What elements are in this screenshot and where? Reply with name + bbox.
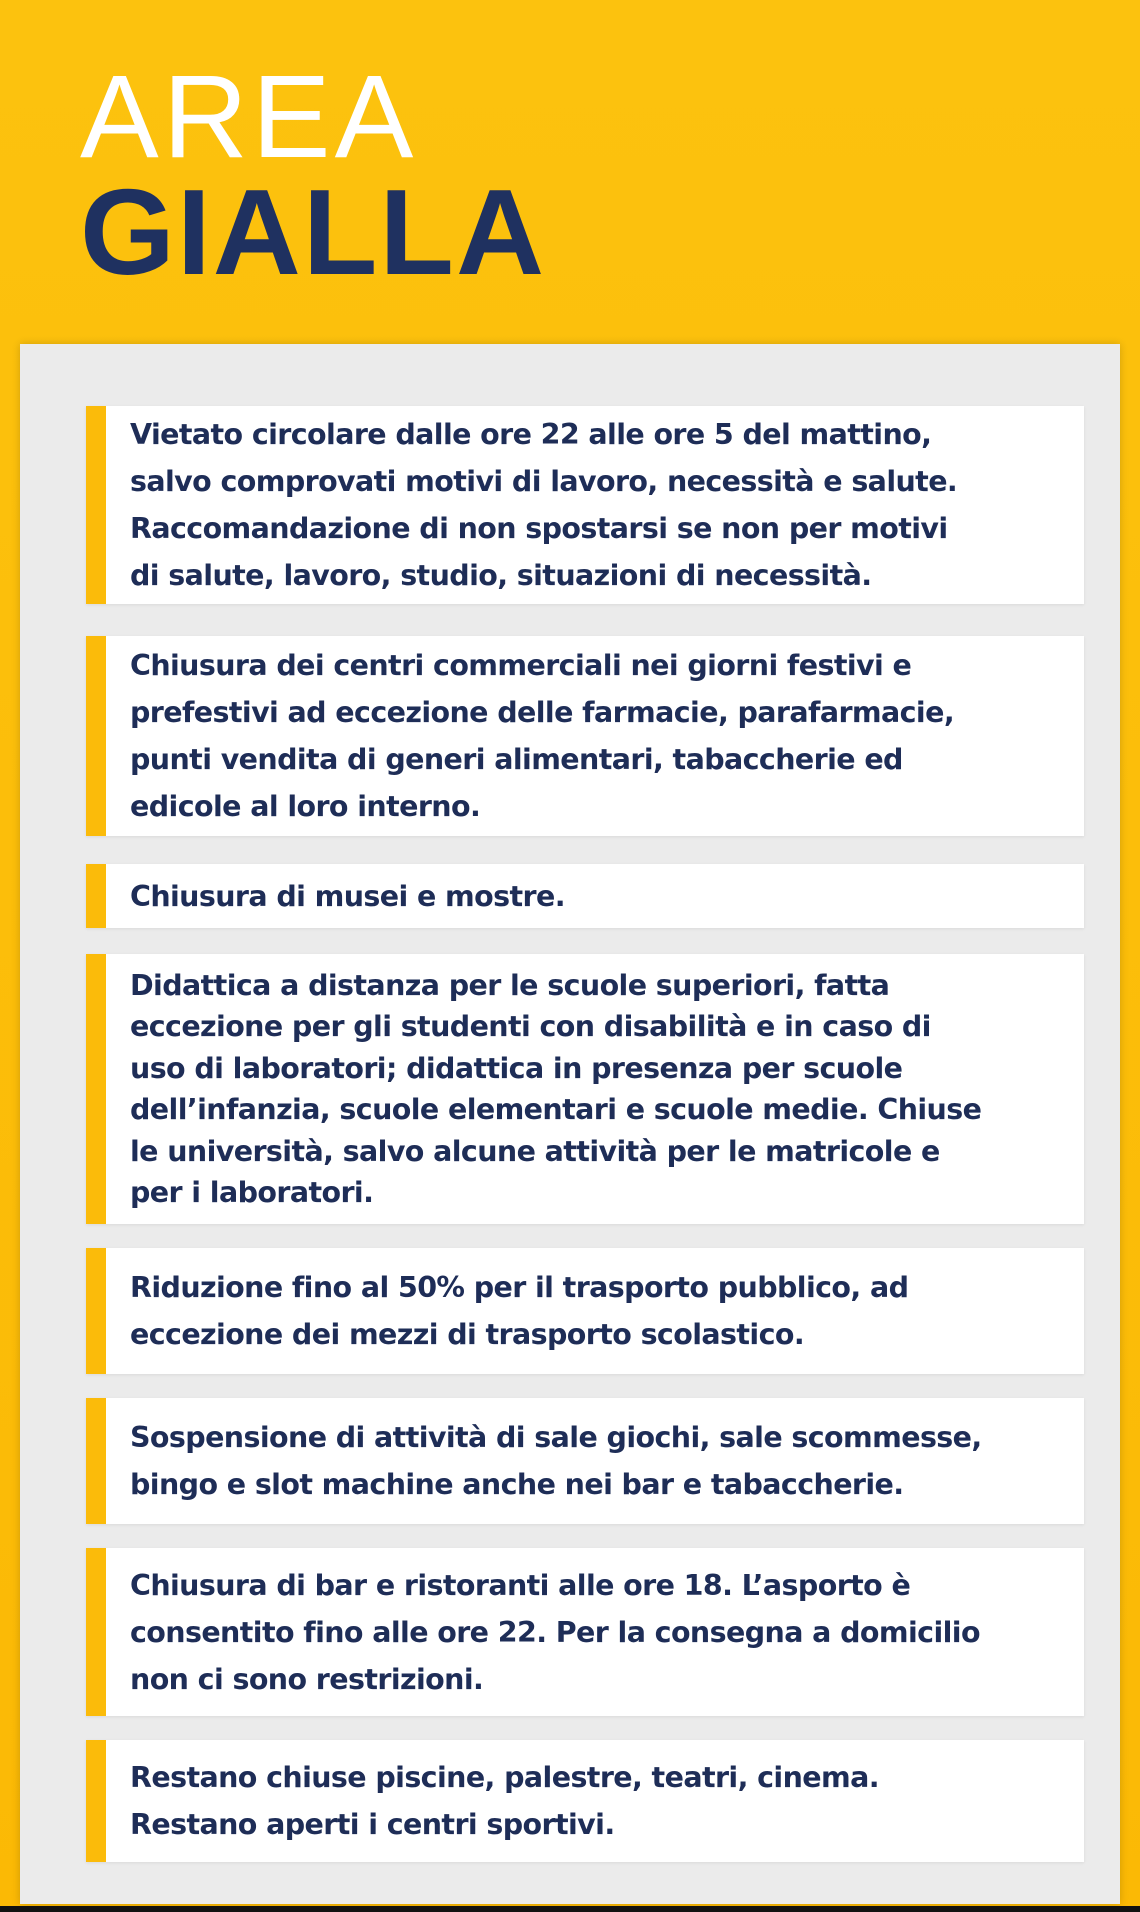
rule-line: Vietato circolare dalle ore 22 alle ore 5 del mattino, [130,418,932,451]
bottom-edge [0,1906,1140,1912]
rule-line: punti vendita di generi alimentari, tabaccherie ed [130,743,903,776]
rule-text [130,642,954,830]
rule-text [130,1562,980,1703]
rule-item-shopping-centers [86,636,1084,836]
title-area: AREA [80,51,418,183]
title-gialla: GIALLA [80,164,547,300]
rule-item-bars-restaurants [86,1548,1084,1716]
accent-bar [86,1248,106,1374]
rule-line: eccezione per gli studenti con disabilità e in caso di [130,1010,931,1043]
rule-line: prefestivi ad eccezione delle farmacie, parafarmacie, [130,696,955,729]
accent-bar [86,1398,106,1524]
rule-item-curfew [86,406,1084,604]
rules-panel [20,344,1120,1904]
rule-line: per i laboratori. [130,1176,374,1209]
accent-bar [86,636,106,836]
rule-line: Raccomandazione di non spostarsi se non per motivi [130,512,948,545]
rule-item-sports [86,1740,1084,1862]
rule-text [130,965,981,1214]
rule-line: consentito fino alle ore 22. Per la consegna a domicilio [130,1615,980,1649]
rule-item-museums [86,864,1084,928]
accent-bar [86,954,106,1224]
rule-line: Didattica a distanza per le scuole superiori, fatta [130,968,890,1002]
rule-line: di salute, lavoro, studio, situazioni di necessità. [130,559,872,592]
rule-item-gaming [86,1398,1084,1524]
rule-text [130,1414,982,1508]
page-title [80,51,547,300]
rule-line: Restano chiuse piscine, palestre, teatri, cinema. [130,1761,879,1794]
rule-line: Sospensione di attività di sale giochi, sale scommesse, [130,1421,982,1454]
rule-item-transport [86,1248,1084,1374]
rule-line: salvo comprovati motivi di lavoro, necessità e salute. [130,465,958,498]
accent-bar [86,406,106,604]
rule-line: Chiusura dei centri commerciali nei giorni festivi e [130,649,912,682]
rule-item-schools [86,954,1084,1224]
accent-bar [86,1548,106,1716]
rule-line: Restano aperti i centri sportivi. [130,1808,615,1841]
accent-bar [86,1740,106,1862]
accent-bar [86,864,106,928]
rule-line: Chiusura di musei e mostre. [130,879,565,913]
rule-text [130,1264,908,1358]
rule-line: uso di laboratori; didattica in presenza per scuole [130,1051,903,1085]
rule-text [130,1754,879,1848]
rule-line: dell’infanzia, scuole elementari e scuole medie. Chiuse [130,1093,982,1126]
rule-line: Chiusura di bar e ristoranti alle ore 18. L’asporto è [130,1568,911,1602]
rule-line: Riduzione fino al 50% per il trasporto pubblico, ad [130,1271,909,1304]
rule-line: eccezione dei mezzi di trasporto scolastico. [130,1318,805,1351]
rule-line: bingo e slot machine anche nei bar e tabaccherie. [130,1468,904,1501]
rule-line: edicole al loro interno. [130,790,481,823]
rule-text [130,873,565,920]
rule-line: le università, salvo alcune attività per le matricole e [130,1134,940,1168]
rule-text [130,411,957,599]
rule-line: non ci sono restrizioni. [130,1662,484,1696]
